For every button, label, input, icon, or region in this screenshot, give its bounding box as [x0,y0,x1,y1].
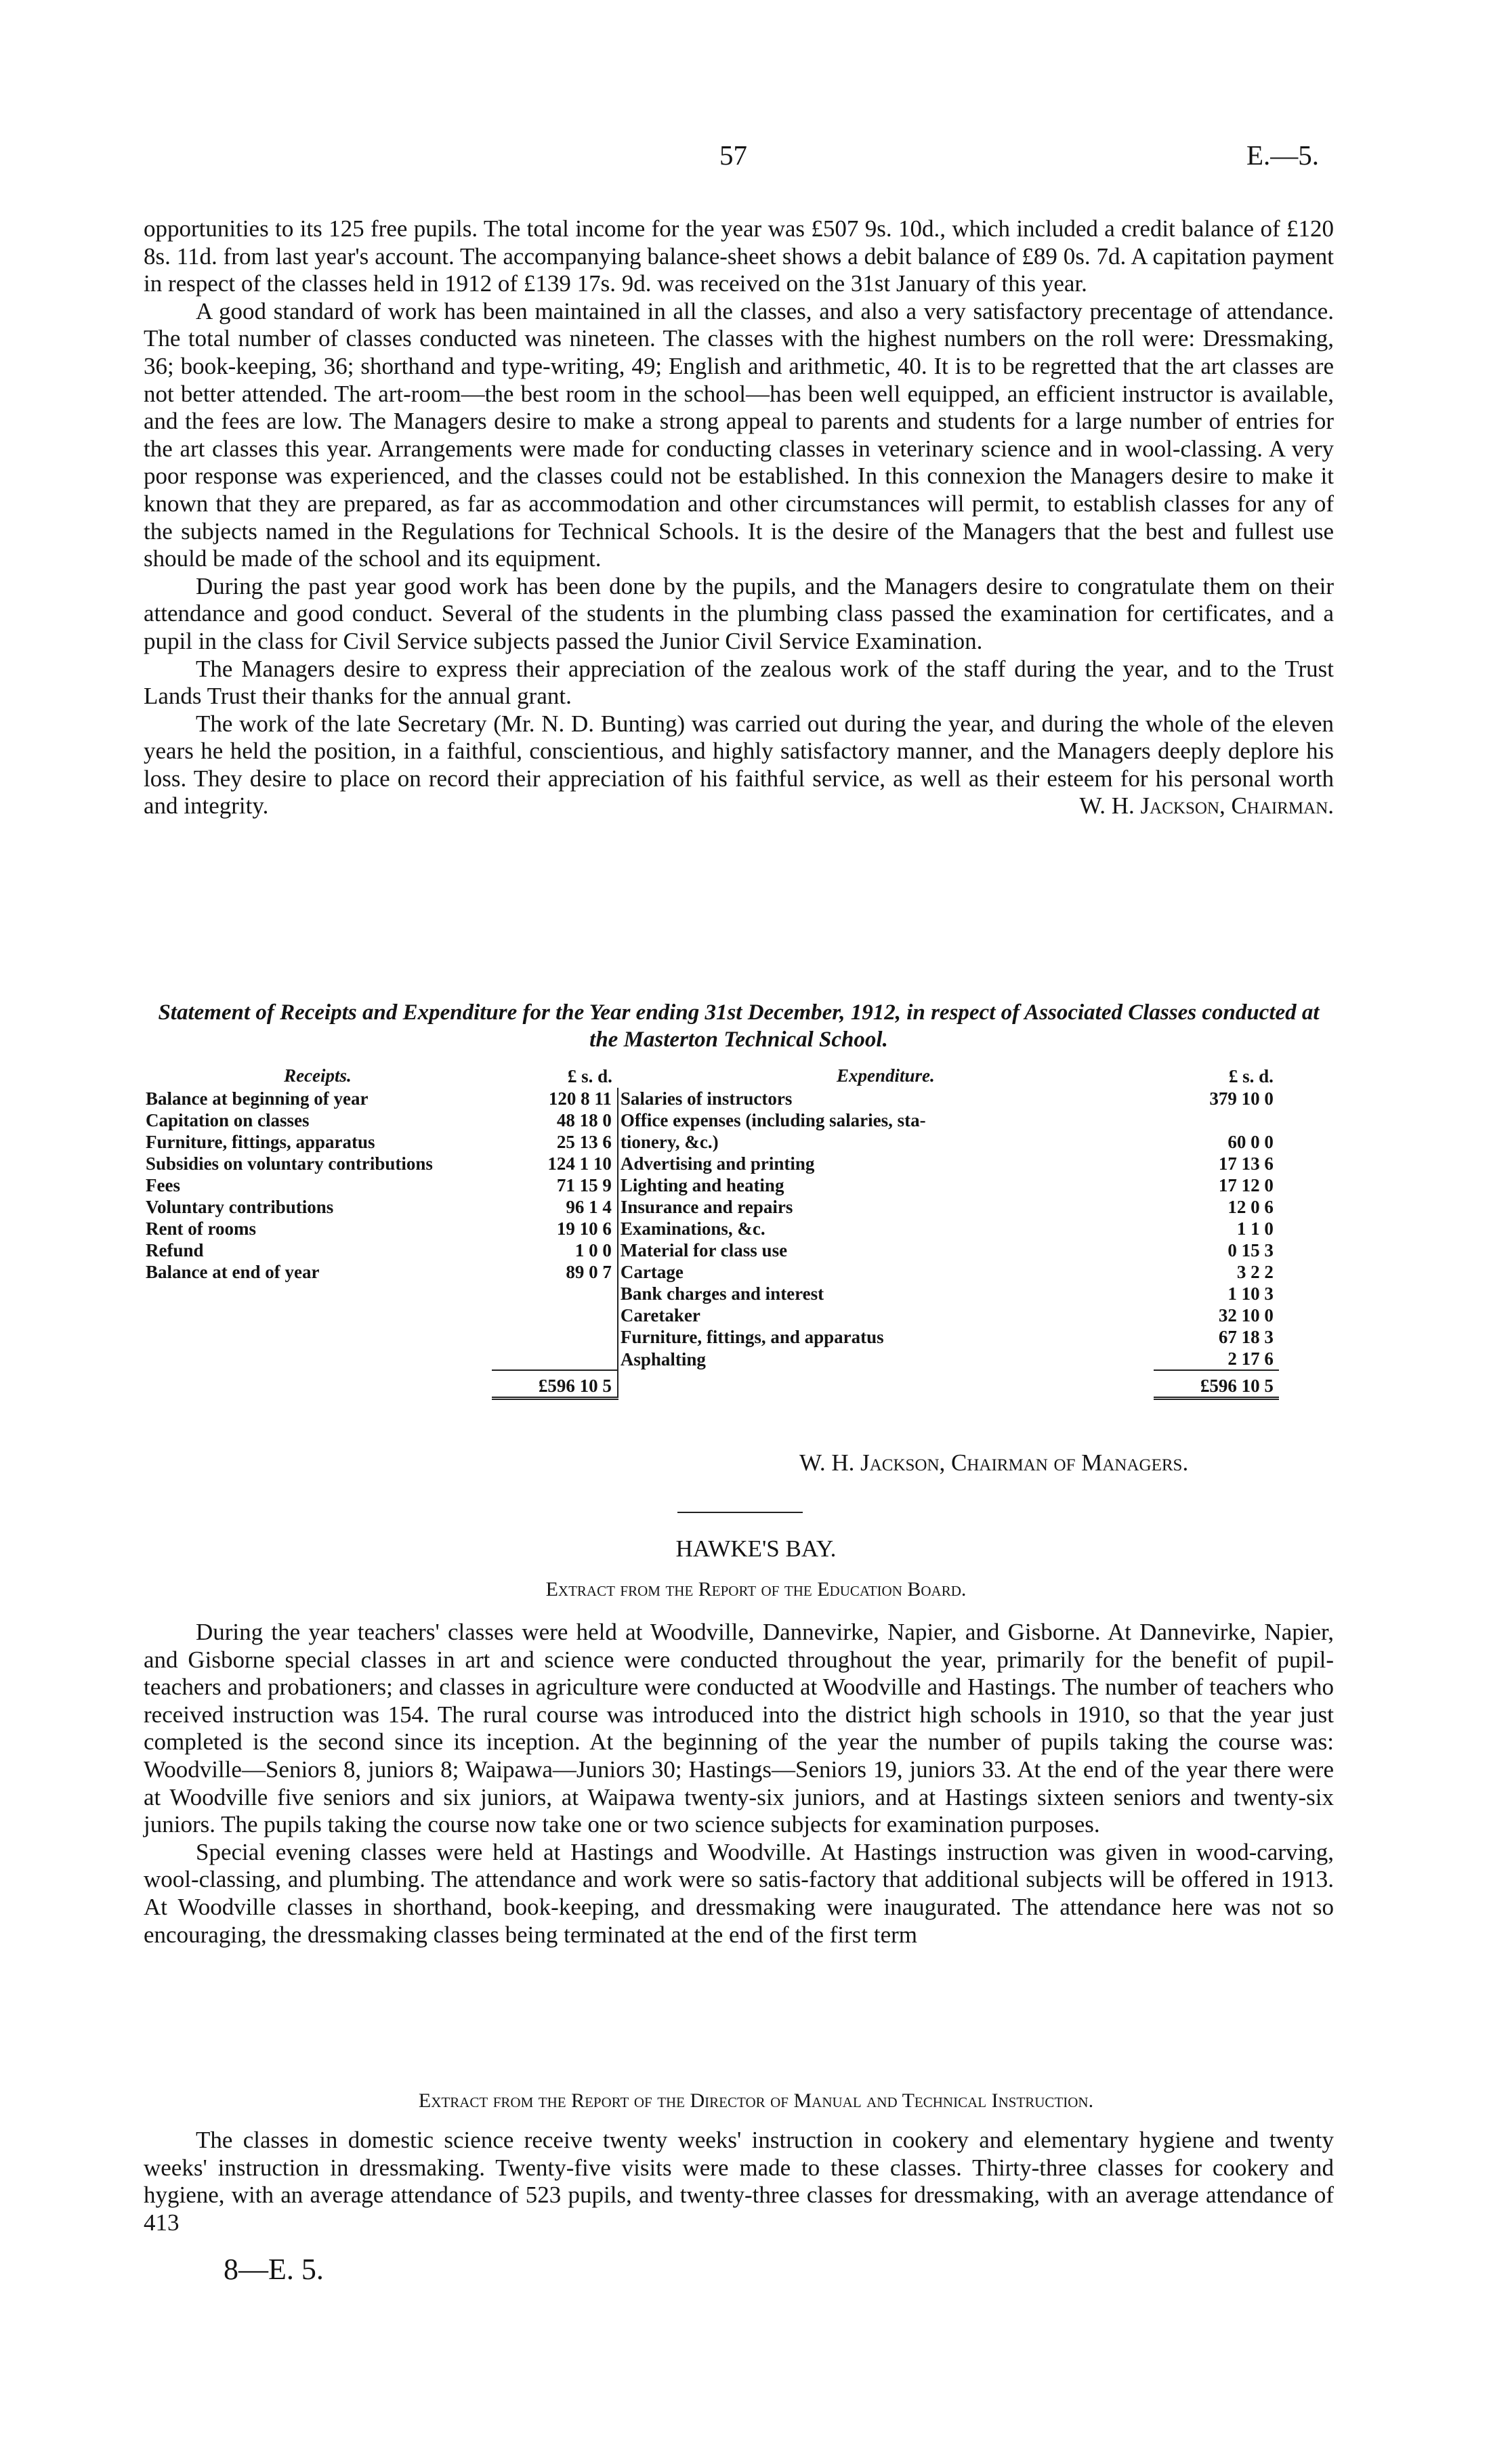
ledger-row [144,1131,1279,1153]
expenditure-label: Insurance and repairs [620,1197,793,1217]
receipt-amount: 96 1 4 [492,1196,618,1218]
extract-title-education-board: Extract from the Report of the Education Board. [545,1578,967,1600]
receipt-label: Subsidies on voluntary contributions [146,1153,433,1174]
ledger-row [144,1196,1279,1218]
intro-paragraph: During the past year good work has been done by the pupils, and the Managers desire to congratulate them on their attendance and good conduct. Several of the students in the plumbing class passed the examination for certificates, and a pupil in the class for Civil Service subjects passed the Junior Civil Service Examination. [144,572,1334,654]
receipt-amount: 25 13 6 [492,1131,618,1153]
ledger-row [144,1261,1279,1283]
leader-dots [435,1218,492,1239]
expenditure-label: Office expenses (including salaries, sta- [620,1110,926,1130]
leader-dots [1097,1261,1154,1283]
ledger-row [144,1348,1279,1370]
expenditure-label: Cartage [620,1262,684,1282]
leader-dots [435,1088,492,1109]
leader-dots [1097,1304,1154,1326]
ledger-row [144,1304,1279,1326]
expenditure-amount: 2 17 6 [1227,1348,1274,1369]
hawkes-bay-paragraph: Special evening classes were held at Hastings and Woodville. At Hastings instruction was given in wood-carving, wool-classing, and plumbing. The attendance and work were so satis-factory that additional subjects will be offered in 1913. At Woodville classes in shorthand, book-keeping, and dressmaking were inaugurated. The attendance here was not so encouraging, the dressmaking classes being terminated at the end of the first term [144,1838,1334,1948]
expenditure-amount: 67 18 3 [1218,1327,1274,1347]
director-text [144,2127,1334,2236]
receipt-label: Voluntary contributions [146,1197,334,1217]
ledger-row [144,1218,1279,1239]
money-header: £ s. d. [567,1065,612,1086]
ledger-row [144,1088,1279,1109]
receipt-label: Furniture, fittings, apparatus [146,1132,375,1152]
receipt-label [144,1348,435,1370]
director-paragraph: The classes in domestic science receive twenty weeks' instruction in cookery and elementary hygiene and twenty weeks' instruction in dressmaking. Twenty-five visits were made to these classes. Thirty-three classes for cookery and hygiene, with an average attendance of 523 pupils, and twenty-three classes for dressmaking, with an average attendance of 413 [144,2127,1334,2236]
expenditure-label: Asphalting [620,1349,706,1369]
expenditure-amount: 3 2 2 [1236,1262,1274,1282]
expenditure-label: Material for class use [620,1240,788,1260]
receipts-expenditure-table [144,1065,1279,1400]
intro-paragraph: The Managers desire to express their appreciation of the zealous work of the staff during the year, and to the Trust Lands Trust their thanks for the annual grant. [144,655,1334,710]
expenditure-amount: 17 13 6 [1218,1153,1274,1174]
expenditure-label: Lighting and heating [620,1175,784,1195]
leader-dots [1097,1174,1154,1196]
expenditure-header: Expenditure. [836,1065,935,1086]
report-code: E.—5. [1246,140,1320,171]
expenditure-label: Advertising and printing [620,1153,815,1174]
receipt-amount: 120 8 11 [492,1088,618,1109]
receipt-label: Balance at beginning of year [146,1088,369,1109]
expenditure-amount [1154,1109,1279,1131]
leader-dots [435,1174,492,1196]
leader-dots [435,1283,492,1304]
expenditure-amount: 32 10 0 [1218,1305,1274,1325]
expenditure-amount: 379 10 0 [1209,1088,1274,1109]
expenditure-amount: 1 10 3 [1227,1283,1274,1304]
expenditure-label: tionery, &c.) [620,1132,719,1152]
money-header: £ s. d. [1228,1065,1274,1086]
ledger-row [144,1283,1279,1304]
receipt-label [144,1283,435,1304]
leader-dots [1097,1283,1154,1304]
leader-dots [435,1261,492,1283]
leader-dots [1097,1326,1154,1348]
leader-dots [1097,1109,1154,1131]
expenditure-label: Examinations, &c. [620,1218,765,1239]
receipt-amount: 48 18 0 [492,1109,618,1131]
extract-title-director: Extract from the Report of the Director of Manual and Technical Instruction. [418,2089,1094,2112]
intro-paragraph: The work of the late Secretary (Mr. N. D. Bunting) was carried out during the year, and during the whole of the eleven years he held the position, in a faithful, conscientious, and highly satisfactory manner, and the Managers deeply deplore his loss. They desire to place on record their appreciation of his faithful service, as well as their esteem for his personal worth and integrity. [144,710,1334,820]
leader-dots [1097,1239,1154,1261]
leader-dots [1097,1348,1154,1370]
leader-dots [1097,1218,1154,1239]
receipt-label: Capitation on classes [146,1110,310,1130]
receipt-amount: 71 15 9 [492,1174,618,1196]
leader-dots [1097,1153,1154,1174]
receipt-label: Refund [146,1240,204,1260]
leader-dots [435,1109,492,1131]
hawkes-bay-paragraph: During the year teachers' classes were held at Woodville, Dannevirke, Napier, and Gisborne. At Dannevirke, Napier, and Gisborne special classes in art and science were conducted throughout the year, primarily for the benefit of pupil-teachers and probationers; and classes in agriculture were conducted at Woodville and Hastings. The number of teachers who received instruction was 154. The rural course was introduced into the district high schools in 1910, so that the year just completed is the second since its inception. At the beginning of the year the number of pupils taking the course was: Woodville—Seniors 8, juniors 8; Waipawa—Juniors 30; Hastings—Seniors 19, juniors 33. At the end of the year there were at Woodville five seniors and six juniors, at Waipawa twenty-six juniors, and at Hastings sixteen seniors and twenty-six juniors. The pupils taking the course now take one or two science subjects for examination purposes. [144,1619,1334,1838]
expenditure-label: Salaries of instructors [620,1088,793,1109]
leader-dots [435,1326,492,1348]
printer-signature-mark: 8—E. 5. [224,2253,324,2286]
intro-text [144,215,1334,820]
managers-signature: W. H. Jackson, Chairman of Managers. [799,1449,1189,1476]
leader-dots [1097,1131,1154,1153]
ledger-row [144,1174,1279,1196]
expenditure-label: Caretaker [620,1305,700,1325]
hawkes-bay-text [144,1619,1334,1949]
receipt-label: Fees [146,1175,180,1195]
leader-dots [435,1348,492,1370]
receipt-amount: 1 0 0 [492,1239,618,1261]
expenditure-amount: 0 15 3 [1227,1240,1274,1260]
receipt-amount [492,1326,618,1348]
chairman-signature: W. H. Jackson, Chairman. [1079,792,1334,820]
receipt-amount: 89 0 7 [492,1261,618,1283]
receipt-amount [492,1304,618,1326]
leader-dots [1097,1196,1154,1218]
expenditure-amount: 60 0 0 [1227,1132,1274,1152]
expenditure-amount: 17 12 0 [1218,1175,1274,1195]
ledger-row [144,1326,1279,1348]
expenditure-label: Furniture, fittings, and apparatus [620,1327,884,1347]
receipt-amount [492,1283,618,1304]
leader-dots [435,1304,492,1326]
leader-dots [1097,1088,1154,1109]
expenditure-amount: 1 1 0 [1236,1218,1274,1239]
intro-paragraph: opportunities to its 125 free pupils. The total income for the year was £507 9s. 10d., which included a credit balance of £120 8s. 11d. from last year's account. The accompanying balance-sheet shows a debit balance of £89 0s. 7d. A capitation payment in respect of the classes held in 1912 of £139 17s. 9d. was received on the 31st January of this year. [144,215,1334,297]
ledger-row [144,1109,1279,1131]
receipt-amount [492,1348,618,1370]
receipt-amount: 19 10 6 [492,1218,618,1239]
page-number: 57 [719,140,747,171]
expenditure-label: Bank charges and interest [620,1283,824,1304]
receipt-label [144,1304,435,1326]
section-divider [677,1512,803,1513]
statement-title: Statement of Receipts and Expenditure for the Year ending 31st December, 1912, in respect of Associated Classes conducted at the Masterton Technical School. [158,1000,1320,1052]
leader-dots [435,1153,492,1174]
receipts-header: Receipts. [284,1065,352,1086]
ledger-row [144,1239,1279,1261]
total-receipts: £596 10 5 [492,1370,618,1399]
ledger-row [144,1153,1279,1174]
receipt-amount: 124 1 10 [492,1153,618,1174]
hawkes-bay-heading: HAWKE'S BAY. [675,1535,837,1562]
leader-dots [435,1131,492,1153]
receipt-label [144,1326,435,1348]
expenditure-amount: 12 0 6 [1227,1197,1274,1217]
receipt-label: Rent of rooms [146,1218,256,1239]
receipt-label: Balance at end of year [146,1262,320,1282]
leader-dots [435,1239,492,1261]
leader-dots [435,1196,492,1218]
total-expenditure: £596 10 5 [1154,1370,1279,1399]
intro-paragraph: A good standard of work has been maintained in all the classes, and also a very satisfactory precentage of attendance. The total number of classes conducted was nineteen. The classes with the highest numbers on the roll were: Dressmaking, 36; book-keeping, 36; shorthand and type-writing, 49; English and arithmetic, 40. It is to be regretted that the art classes are not better attended. The art-room—the best room in the school—has been well equipped, an efficient instructor is available, and the fees are low. The Managers desire to make a strong appeal to parents and students for a large number of entries for the art classes this year. Arrangements were made for conducting classes in veterinary science and in wool-classing. A very poor response was experienced, and the classes could not be established. In this connexion the Managers desire to make it known that they are prepared, as far as accommodation and other circumstances will permit, to establish classes for any of the subjects named in the Regulations for Technical Schools. It is the desire of the Managers that the best and fullest use should be made of the school and its equipment. [144,297,1334,572]
